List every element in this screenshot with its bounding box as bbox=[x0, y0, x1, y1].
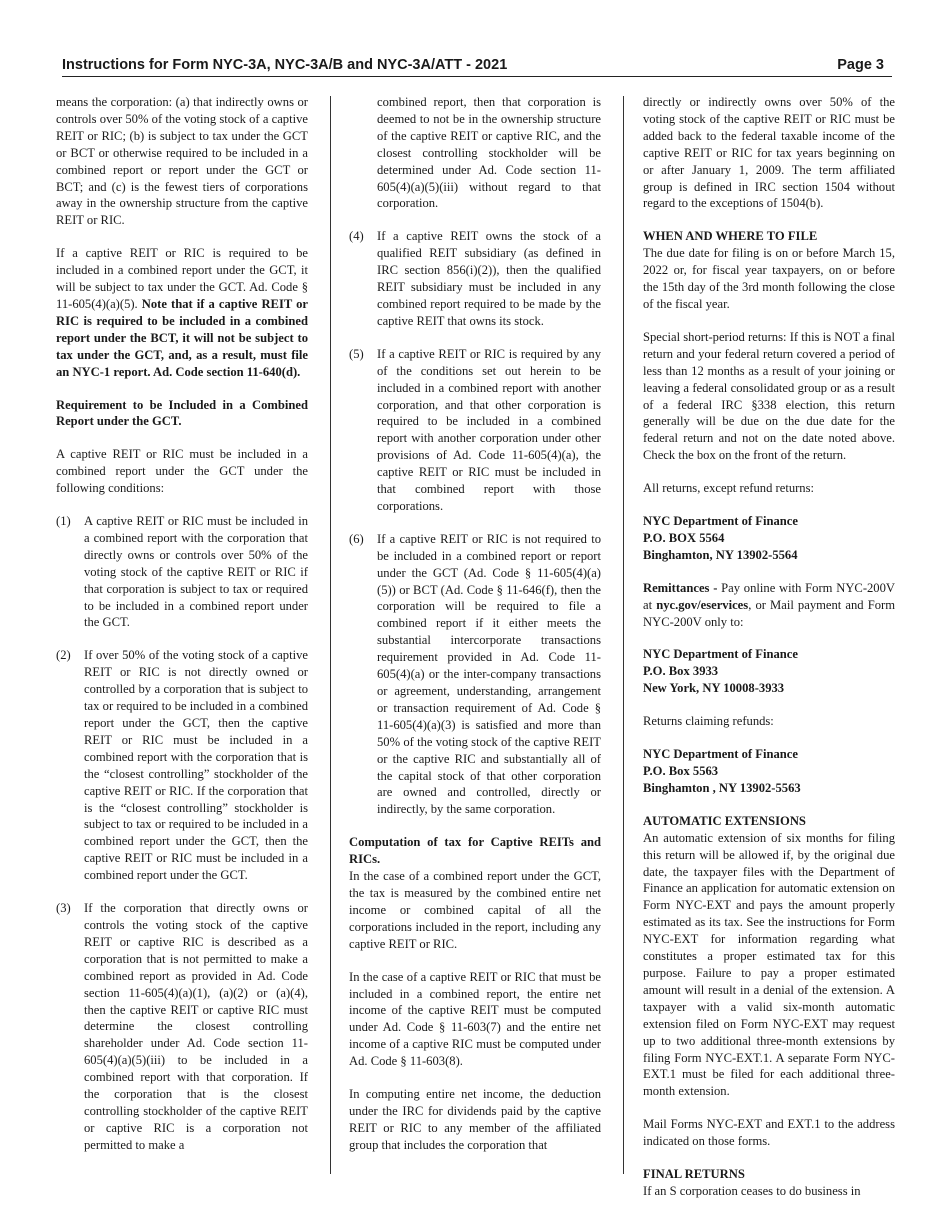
paragraph: Special short-period returns: If this is NOT a final return and your federal return covered a period of less than 12 months as a result of your joining or leaving a federal consolidated group or as a result of a federal IRC §338 election, this return generally will be due on the due date for the federal return and not on the date noted above. Check the box on the front of the return. bbox=[643, 329, 895, 463]
paragraph: The due date for filing is on or before March 15, 2022 or, for fiscal year taxpayers, on or before the 15th day of the 3rd month following the close of the fiscal year. bbox=[643, 246, 895, 311]
section-heading: Computation of tax for Captive REITs and RICs. bbox=[349, 835, 601, 867]
document-title: Instructions for Form NYC-3A, NYC-3A/B and NYC-3A/ATT - 2021 bbox=[62, 57, 508, 73]
column-divider bbox=[330, 96, 331, 1174]
paragraph: An automatic extension of six months for filing this return will be allowed if, by the original due date, the taxpayer files with the Department of Finance an application for automatic extension on Form NYC-EXT and pays the amount properly estimated as its tax. See the instructions for Form NYC-EXT for information regarding what constitutes a proper estimated tax for this purpose. Failure to pay a proper estimated amount will result in a denial of the extension. A taxpayer with a valid six-month automatic extension filed on Form NYC-EXT may request up to two additional three-month extensions by filing Form NYC-EXT.1. A separate Form NYC-EXT.1 must be filed for each additional three-month extension. bbox=[643, 830, 895, 1099]
section-heading: WHEN AND WHERE TO FILE bbox=[643, 229, 818, 244]
paragraph: A captive REIT or RIC must be included in a combined report under the GCT under the following conditions: bbox=[56, 447, 308, 496]
mailing-address: NYC Department of Finance P.O. Box 3933 New York, NY 10008-3933 bbox=[643, 647, 798, 696]
eservices-link[interactable]: nyc.gov/eservices bbox=[656, 597, 749, 612]
paragraph: If an S corporation ceases to do business in bbox=[643, 1183, 861, 1198]
paragraph: All returns, except refund returns: bbox=[643, 481, 815, 496]
paragraph: Returns claiming refunds: bbox=[643, 714, 774, 729]
paragraph: Mail Forms NYC-EXT and EXT.1 to the address indicated on those forms. bbox=[643, 1117, 895, 1149]
page-number: Page 3 bbox=[837, 57, 884, 73]
column-3 bbox=[643, 94, 895, 1200]
section-heading: AUTOMATIC EXTENSIONS bbox=[643, 813, 806, 828]
mailing-address: NYC Department of Finance P.O. BOX 5564 Binghamton, NY 13902-5564 bbox=[643, 514, 798, 562]
paragraph: If a captive REIT or RIC is required to be included in a combined report under the GCT, it will be subject to tax under the GCT. Ad. Code § 11-605(4)(a)(5). Note that if a captive REIT or RIC is required to be included in a combined report under the BCT, it will not be subject to tax under the GCT, and, as a result, must file an NYC-1 report. Ad. Code section 11-640(d). bbox=[56, 246, 308, 379]
column-1 bbox=[56, 94, 308, 1154]
paragraph: Remittances - Pay online with Form NYC-200V at nyc.gov/eservices, or Mail payment and Form NYC-200V only to: bbox=[643, 580, 895, 629]
paragraph: In the case of a captive REIT or RIC that must be included in a combined report, the entire net income of the captive REIT must be computed under Ad. Code § 11-603(7) and the entire net income of a captive RIC must be computed under Ad. Code § 11-603(8). bbox=[349, 969, 601, 1069]
list-item: (1) A captive REIT or RIC must be included in a combined report with the corporation that directly owns or controls over 50% of the voting stock of the captive REIT or RIC if that corporation is subject to tax or required to be included in a combined report under the GCT. bbox=[56, 514, 308, 630]
list-item: (3) If the corporation that directly owns or controls the voting stock of the captive REIT or captive RIC is described as a corporation that is not permitted to make a combined report as provided in Ad. Code section 11-605(4)(a)(1), (a)(2) or (a)(4), then the captive REIT or captive RIC must determine the closest controlling shareholder under Ad. Code section 11-605(4)(a)(5)(iii) to be included in a combined report with that corporation. If the corporation that is the closest controlling stockholder of the captive REIT or captive RIC is a corporation not permitted to make a bbox=[56, 901, 308, 1152]
paragraph-continued: combined report, then that corporation is deemed to not be in the ownership structure of the captive REIT or captive RIC, and the closest controlling stockholder will be determined under Ad. Code section 11-605(4)(a)(5)(iii) without regard to that corporation. bbox=[377, 95, 601, 211]
list-item: (6) If a captive REIT or RIC is not required to be included in a combined report or report under the GCT (Ad. Code § 11-605(4)(a)(5)) or BCT (Ad. Code § 11-646(f), then the corporation will be required to file a combined report if it either meets the substantial intercorporate transactions requirement provided in Ad. Code 11-605(4)(a) or the inter-company transactions or agreement, understanding, arrangement or transaction requirement of Ad. Code § 11-605(4)(a)(3) is satisfied and more than 50% of the voting stock of the captive REIT or the captive RIC and substantially all of the capital stock of that other corporation are owned and controlled, directly or indirectly, by the same corporation. bbox=[349, 531, 601, 817]
page-header bbox=[62, 56, 892, 77]
list-item: (2) If over 50% of the voting stock of a captive REIT or RIC is not directly owned or controlled by a corporation that is subject to tax or required to be included in a combined report under the GCT, then the captive REIT or RIC must be included in a combined report with the corporation that is the “closest controlling” stockholder of the captive REIT or RIC. If the corporation that is the “closest controlling” stockholder is subject to tax or required to be included in a combined report under the GCT, then the captive REIT or RIC must be included in a combined report under the GCT. bbox=[56, 648, 308, 883]
paragraph: In the case of a combined report under the GCT, the tax is measured by the combined entire net income or combined capital of all the corporations included in the report, including any captive REIT or RIC. bbox=[349, 869, 601, 951]
section-heading: Requirement to be Included in a Combined Report under the GCT. bbox=[56, 397, 308, 429]
paragraph: In computing entire net income, the deduction under the IRC for dividends paid by the captive REIT or RIC to any member of the affiliated group that includes the corporation that bbox=[349, 1087, 601, 1152]
mailing-address: NYC Department of Finance P.O. Box 5563 Binghamton , NY 13902-5563 bbox=[643, 747, 801, 795]
column-divider bbox=[623, 96, 624, 1174]
section-heading: FINAL RETURNS bbox=[643, 1167, 745, 1182]
column-2 bbox=[349, 94, 601, 1154]
list-item: (4) If a captive REIT owns the stock of a qualified REIT subsidiary (as defined in IRC section 856(i)(2)), then the qualified REIT subsidiary must be included in any combined report required to be made by the captive REIT that owns its stock. bbox=[349, 229, 601, 328]
list-item: (5) If a captive REIT or RIC is required by any of the conditions set out herein to be included in a combined report with another corporation, and that other corporation is required to be included in a combined report with another corporation under other provisions of Ad. Code 11-605(4)(a), the captive REIT or RIC must be included in that combined report with those corporations. bbox=[349, 346, 601, 513]
paragraph: means the corporation: (a) that indirectly owns or controls over 50% of the voting stock of a captive REIT or RIC; (b) is subject to tax under the GCT or BCT or otherwise required to be included in a combined report or report under the GCT or BCT; and (c) is the fewest tiers of corporations away in the ownership structure from the captive REIT or RIC. bbox=[56, 95, 308, 228]
paragraph-continued: directly or indirectly owns over 50% of the voting stock of the captive REIT or RIC must be added back to the federal taxable income of the captive REIT or RIC for tax years beginning on or after January 1, 2009. The term affiliated group is defined in IRC section 1504 without regard to the exceptions of 1504(b). bbox=[643, 95, 895, 211]
